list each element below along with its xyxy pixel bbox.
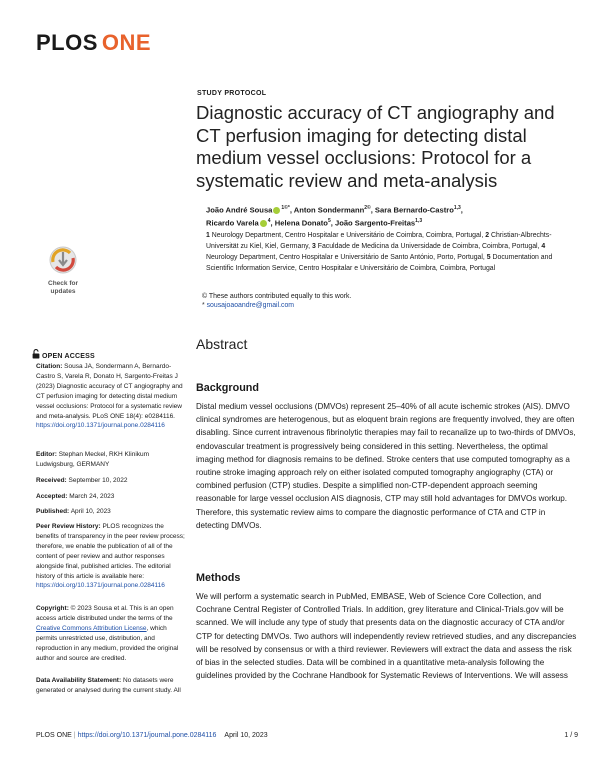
footer-journal: PLOS ONE — [36, 732, 72, 739]
author-sup: 2© — [364, 205, 371, 211]
author-name[interactable]: Ricardo Varela — [206, 218, 259, 228]
open-access-label: OPEN ACCESS — [42, 353, 95, 360]
published-label: Published: — [36, 508, 70, 515]
peer-review-label: Peer Review History: — [36, 523, 101, 530]
author-list — [206, 203, 576, 229]
author-sep: , — [460, 205, 463, 215]
equal-contribution-note: © These authors contributed equally to this work. — [202, 293, 352, 300]
copyright-block — [36, 604, 186, 663]
author-sup: 1©* — [281, 205, 290, 211]
received-date: September 10, 2022 — [68, 477, 128, 484]
data-availability-text: No datasets were generated or analysed during the current study. All — [36, 677, 181, 694]
license-link[interactable]: Creative Commons Attribution License — [36, 624, 147, 632]
author-sup: 1,3 — [415, 218, 423, 225]
accepted-label: Accepted: — [36, 493, 68, 500]
methods-heading: Methods — [196, 572, 241, 584]
journal-name-one: ONE — [101, 30, 152, 55]
editor-label: Editor: — [36, 451, 57, 458]
copyright-label: Copyright: — [36, 605, 69, 612]
author-sep: , — [330, 218, 335, 228]
peer-review-link[interactable]: https://doi.org/10.1371/journal.pone.0284116 — [36, 582, 165, 590]
affiliation-number: 1 — [206, 232, 210, 239]
check-for-updates-label[interactable] — [37, 280, 89, 296]
affiliation-number: 3 — [311, 242, 316, 250]
abstract-heading: Abstract — [196, 336, 248, 352]
published-block — [36, 507, 186, 517]
author-name[interactable]: Sara Bernardo-Castro — [374, 205, 454, 215]
peer-review-text: PLOS recognizes the benefits of transparency in the peer review process; therefore, we enable the publication of all of the content of peer review and author responses alongside final, published articles. The editorial history of this article is available here: — [36, 523, 185, 580]
editor-text: Stephan Meckel, RKH Klinikum Ludwigsburg, GERMANY — [36, 451, 150, 468]
author-sup: 1,3 — [453, 205, 461, 211]
affiliation-text: Neurology Department, Centro Hospitalar e Universitário de Coimbra, Coimbra, Portugal, — [211, 232, 484, 239]
accepted-block — [36, 492, 186, 502]
citation-block — [36, 362, 186, 431]
editor-block — [36, 450, 186, 470]
author-sup: 5 — [327, 218, 331, 225]
affiliation-number: 2 — [485, 232, 490, 239]
received-label: Received: — [36, 477, 67, 484]
affiliation-number: 5 — [486, 253, 491, 261]
author-name[interactable]: Helena Donato — [274, 218, 328, 228]
affiliation-text: Christian-Albrechts-Universität zu Kiel, Kiel, Germany, — [206, 232, 552, 250]
footer-separator: | — [73, 732, 76, 739]
affiliation-text: Faculdade de Medicina da Universidade de Coimbra, Coimbra, Portugal, — [317, 242, 540, 250]
methods-text: We will perform a systematic search in PubMed, EMBASE, Web of Science Core Collection, and Cochrane Central Register of Controlled Trials. In addition, grey literature and Clinical-Trials.gov will be scanned. We will include any type of study that presents data on the diagnostic accuracy of CTA and/or CTP for detecting DMVOs. Two authors will independently review retrieved studies, and any discrepancies will be resolved by consensus or with a third reviewer. Reviewers will extract the data and assess the risk of bias in the selected studies. Data will be combined in a quantitative meta-analysis following the guidelines provided by the Cochrane Handbook for Systematic Reviews of Interventions. We will assess — [196, 592, 577, 681]
data-availability-block — [36, 676, 186, 696]
copyright-text-2: , which permits unrestricted use, distribution, and reproduction in any medium, provided the original author and source are credited. — [36, 624, 179, 662]
open-lock-icon — [32, 349, 40, 359]
orcid-icon[interactable] — [260, 220, 267, 227]
peer-review-block — [36, 522, 186, 591]
author-sup: 4 — [267, 218, 271, 225]
affiliation-number: 4 — [541, 242, 546, 250]
orcid-icon[interactable] — [273, 207, 280, 214]
check-line1: Check for — [48, 280, 78, 287]
author-sep: , — [270, 218, 275, 228]
asterisk: * — [202, 302, 207, 309]
email-link[interactable]: sousajoaoandre@gmail.com — [206, 302, 295, 309]
check-line2: updates — [50, 288, 76, 295]
article-type: STUDY PROTOCOL — [197, 90, 267, 97]
page-number: 1 / 9 — [564, 732, 578, 739]
author-name[interactable]: João André Sousa — [206, 205, 273, 215]
data-availability-label: Data Availability Statement: — [36, 677, 122, 684]
author-sep: , — [289, 205, 294, 215]
journal-logo — [36, 30, 151, 56]
open-access — [32, 349, 95, 360]
background-text: Distal medium vessel occlusions (DMVOs) represent 25–40% of all acute ischemic strokes (AIS). DMVO clinical syndromes are heterogenous, but as eloquent brain regions are frequently involved, they are often disabling. Since current intravenous fibrinolytic therapies may fail to recanalize up to two-thirds of DMVOs, endovascular treatment is progressively being considered in this setting. Nevertheless, the optimal imaging method for diagnosis remains to be defined. Stroke centers that use computed tomography as a routine stroke imaging approach rely on either isolated computed tomography angiography (CTA) or combined perfusion (CTP) studies. Despite a simplified non-CTP-dependent approach seeming reasonable for large vessel occlusion AIS diagnosis, CTP may still hold advantages for DMVOs workup. Therefore, this systematic review aims to compare the diagnostic performance of CTA and CTP in detecting DMVOs. — [196, 402, 576, 530]
author-name[interactable]: Anton Sondermann — [293, 205, 365, 215]
article-title: Diagnostic accuracy of CT angiography and CT perfusion imaging for detecting distal medium vessel occlusions: Protocol for a systematic review and meta-analysis — [196, 102, 555, 191]
copyright-text: © 2023 Sousa et al. This is an open access article distributed under the terms of the — [36, 605, 174, 622]
background-heading: Background — [196, 382, 259, 394]
received-block — [36, 476, 186, 486]
corresponding-email[interactable] — [202, 302, 294, 309]
author-sep: , — [370, 205, 375, 215]
affiliation-text: Documentation and Scientific Information Service, Centro Hospitalar e Universitário de Coimbra, Coimbra, Portugal — [206, 253, 553, 272]
citation-text: Sousa JA, Sondermann A, Bernardo-Castro S, Varela R, Donato H, Sargento-Freitas J (2023) Diagnostic accuracy of CT angiography and CT perfusion imaging for detecting distal medium vessel occlusions: Protocol for a systematic review and meta-analysis. PLoS ONE 18(4): e0284116. — [36, 363, 183, 420]
author-name[interactable]: João Sargento-Freitas — [334, 218, 416, 228]
published-date: April 10, 2023 — [70, 508, 111, 515]
footer-doi-link[interactable]: https://doi.org/10.1371/journal.pone.0284116 — [77, 732, 217, 739]
citation-label: Citation: — [36, 363, 63, 370]
footer-date: April 10, 2023 — [224, 732, 268, 739]
affiliations — [206, 231, 576, 275]
accepted-date: March 24, 2023 — [69, 493, 115, 500]
citation-doi-link[interactable]: https://doi.org/10.1371/journal.pone.0284116 — [36, 422, 165, 430]
journal-name-plos: PLOS — [36, 30, 98, 55]
affiliation-text: Neurology Department, Centro Hospitalar e Universitário de Santo António, Porto, Portugal, — [206, 253, 485, 261]
